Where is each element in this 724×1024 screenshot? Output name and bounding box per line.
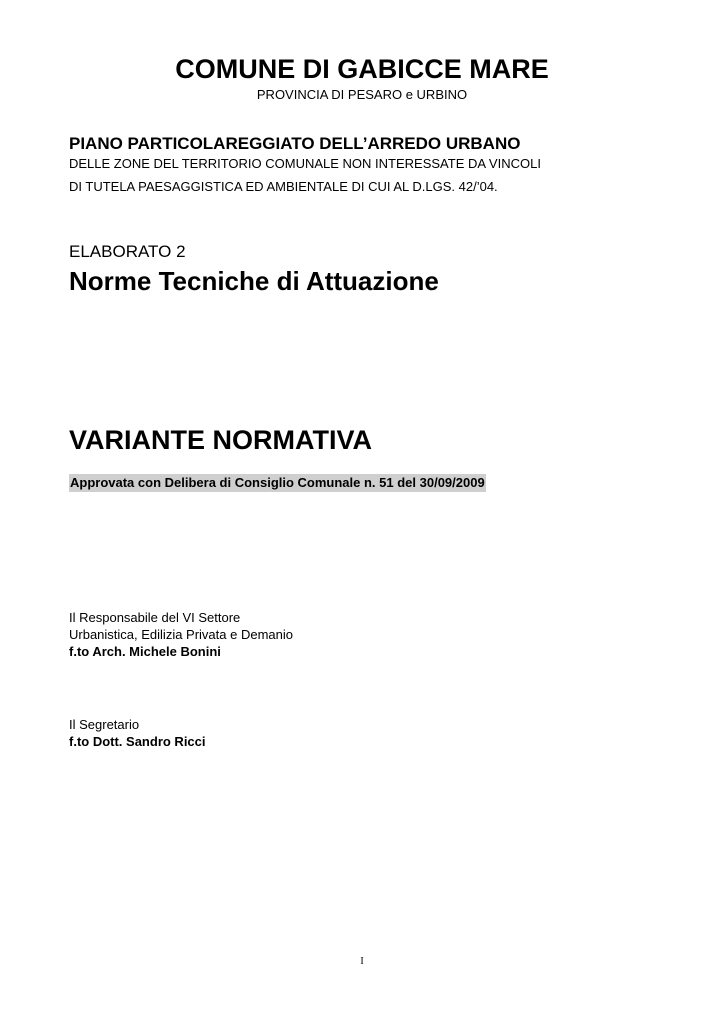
responsible-department: Urbanistica, Edilizia Privata e Demanio: [69, 627, 293, 642]
secretary-signature: f.to Dott. Sandro Ricci: [69, 734, 206, 749]
province-subtitle: PROVINCIA DI PESARO e URBINO: [256, 87, 468, 102]
page-number: I: [360, 956, 364, 967]
responsible-role: Il Responsabile del VI Settore: [69, 610, 241, 625]
municipality-title: COMUNE DI GABICCE MARE: [175, 54, 549, 84]
document-title: Norme Tecniche di Attuazione: [69, 266, 439, 296]
approval-note: Approvata con Delibera di Consiglio Comunale n. 51 del 30/09/2009: [70, 475, 485, 490]
responsible-signature: f.to Arch. Michele Bonini: [69, 644, 221, 659]
plan-description-line-1: DELLE ZONE DEL TERRITORIO COMUNALE NON INTERESSATE DA VINCOLI: [69, 156, 541, 171]
plan-description-line-2: DI TUTELA PAESAGGISTICA ED AMBIENTALE DI CUI AL D.LGS. 42/’04.: [69, 179, 498, 194]
variant-title: VARIANTE NORMATIVA: [69, 425, 372, 455]
document-label: ELABORATO 2: [69, 242, 186, 261]
plan-title: PIANO PARTICOLAREGGIATO DELL’ARREDO URBANO: [69, 134, 521, 153]
secretary-role: Il Segretario: [69, 717, 140, 732]
